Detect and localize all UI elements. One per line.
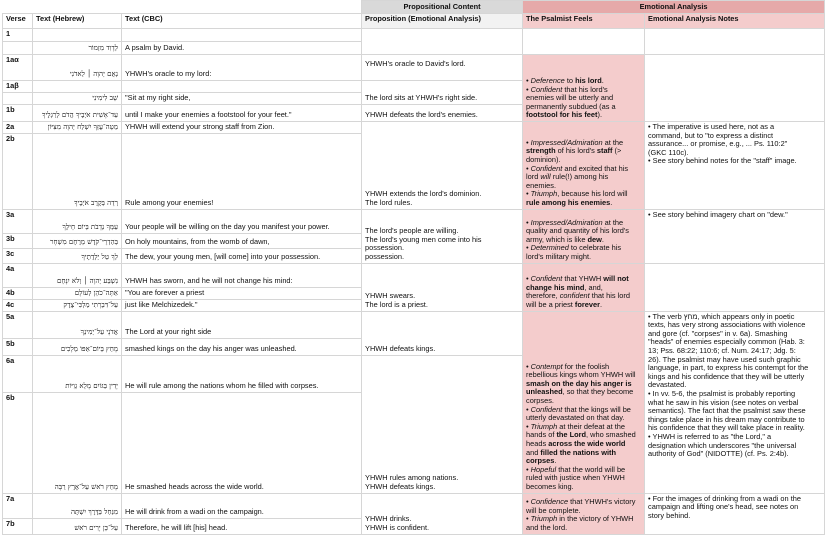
table-row — [3, 311, 825, 338]
col-header-hebrew: Text (Hebrew) — [33, 14, 122, 29]
cbc-cell: "You are forever a priest — [122, 287, 362, 299]
notes-line: command, but to "to express a distinct — [648, 130, 774, 140]
proposition-cell — [362, 311, 523, 355]
feels-line: utterly devastated on that day. — [526, 413, 625, 423]
verse-cell: 3a — [3, 209, 33, 233]
table-row — [3, 55, 825, 81]
verse-cell: 2a — [3, 122, 33, 134]
proposition-line: YHWH rules among nations. — [365, 473, 459, 483]
verse-cell: 4a — [3, 263, 33, 287]
feels-cell — [523, 122, 645, 210]
cbc-cell: YHWH will extend your strong staff from Zion. — [122, 122, 362, 134]
feels-line: • Confident that the kings will be — [526, 404, 631, 414]
proposition-line: YHWH defeats the lord's enemies. — [365, 110, 478, 120]
cbc-cell: Therefore, he will lift [his] head. — [122, 518, 362, 534]
cbc-cell: He will rule among the nations whom he filled with corpses. — [122, 355, 362, 392]
proposition-cell — [362, 55, 523, 81]
emotional-analysis-table — [2, 0, 825, 535]
cbc-cell: The dew, your young men, [will come] into your possession. — [122, 248, 362, 263]
notes-cell — [645, 493, 825, 534]
feels-line: • Contempt for the foolish — [526, 361, 610, 371]
verse-cell: 2b — [3, 133, 33, 209]
feels-line: change his mind, and, — [526, 282, 603, 292]
feels-line: hands of the Lord, who smashed — [526, 430, 636, 440]
hebrew-cell: יָדִין בַּגּוֹיִם מָלֵא גְוִיּוֹת — [33, 355, 122, 392]
feels-line: and the lord. — [526, 523, 568, 532]
proposition-cell — [362, 209, 523, 263]
notes-line: assurance... or promise, e.g., ... Ps. 110:2" — [648, 139, 788, 149]
feels-line: strength of his lord's staff (> — [526, 146, 622, 156]
hebrew-cell: עַד־אָשִׁית אֹיְבֶיךָ הֲדֹם לְרַגְלֶיךָ — [33, 105, 122, 122]
table-row — [3, 263, 825, 287]
feels-line: • Triumph, because his lord will — [526, 189, 628, 199]
hebrew-cell: לְדָוִד מִזְמוֹר — [33, 42, 122, 55]
verse-cell: 5b — [3, 338, 33, 355]
col-header-proposition: Proposition (Emotional Analysis) — [362, 14, 523, 29]
cbc-cell: Your people will be willing on the day you manifest your power. — [122, 209, 362, 233]
verse-cell: 4b — [3, 287, 33, 299]
cbc-cell: A psalm by David. — [122, 42, 362, 55]
feels-line: will be complete. — [526, 505, 581, 515]
hebrew-cell — [33, 81, 122, 93]
verse-cell: 3b — [3, 233, 33, 248]
hebrew-cell: נְאֻם יְהוָה ׀ לַאדֹנִי — [33, 55, 122, 81]
notes-line: "heads" of enemies especially common (Hab. 3: — [648, 337, 805, 347]
proposition-line: YHWH's oracle to David's lord. — [365, 59, 466, 68]
feels-cell — [523, 209, 645, 263]
cbc-cell: "Sit at my right side, — [122, 93, 362, 105]
feels-cell — [523, 263, 645, 311]
col-header-feels: The Psalmist Feels — [523, 14, 645, 29]
table-row — [3, 29, 825, 42]
feels-line: footstool for his feet). — [526, 110, 602, 120]
feels-line: • Confidence that YHWH's victory — [526, 497, 636, 507]
feels-cell — [523, 29, 645, 55]
proposition-cell — [362, 105, 523, 122]
hebrew-cell: לְךָ טַל יַלְדֻתֶיךָ — [33, 248, 122, 263]
notes-line: his confidence that they will take place in reality. — [648, 423, 805, 433]
notes-line: semantics). The fact that the psalmist saw these — [648, 406, 806, 416]
cbc-cell: On holy mountains, from the womb of dawn, — [122, 233, 362, 248]
cbc-cell — [122, 81, 362, 93]
hebrew-cell: שֵׁב לִימִינִי — [33, 93, 122, 105]
feels-cell — [523, 311, 645, 493]
proposition-line: possession. — [365, 252, 405, 261]
table-row — [3, 209, 825, 233]
hebrew-cell: אֲדֹנָי עַל־יְמִינְךָ — [33, 311, 122, 338]
proposition-line: YHWH defeats kings. — [365, 482, 436, 491]
verse-cell: 1aα — [3, 55, 33, 81]
notes-line: texts, has very strong associations with violence — [648, 320, 806, 330]
col-header-cbc: Text (CBC) — [122, 14, 362, 29]
proposition-line: The lord's young men come into his possession. — [365, 234, 482, 253]
table-row — [3, 122, 825, 134]
hebrew-cell: אַתָּה־כֹהֵן לְעוֹלָם — [33, 287, 122, 299]
group-header-spacer — [3, 1, 362, 14]
feels-line: • Triumph at their defeat at the — [526, 421, 626, 431]
notes-line: • The verb מחץ, which appears only in poetic — [648, 311, 795, 321]
notes-line: and gore (cf. "corpses" in v. 6a). Smashing — [648, 328, 788, 338]
feels-line: • Impressed/Admiration at the — [526, 137, 624, 147]
notes-cell — [645, 209, 825, 263]
hebrew-cell: עַל־דִּבְרָתִי מַלְכִּי־צֶדֶק — [33, 299, 122, 311]
feels-line: permanently subdued (as a — [526, 101, 616, 111]
cbc-cell: YHWH has sworn, and he will not change his mind: — [122, 263, 362, 287]
notes-line: • See story behind notes for the "staff" image. — [648, 156, 797, 166]
notes-line: (GKC 110c). — [648, 147, 689, 157]
verse-cell: 7b — [3, 518, 33, 534]
verse-cell: 5a — [3, 311, 33, 338]
proposition-cell — [362, 263, 523, 311]
feels-line: enemies will be utterly and — [526, 93, 614, 103]
proposition-cell — [362, 493, 523, 534]
hebrew-cell: עַל־כֵּן יָרִים רֹאשׁ — [33, 518, 122, 534]
feels-line: army, which is like dew. — [526, 234, 604, 244]
feels-cell — [523, 55, 645, 122]
proposition-line: YHWH drinks. — [365, 514, 412, 524]
hebrew-cell: נִשְׁבַּע יְהוָה ׀ וְלֹא יִנָּחֵם — [33, 263, 122, 287]
hebrew-cell: מָחַץ בְּיוֹם־אַפּוֹ מְלָכִים — [33, 338, 122, 355]
feels-line: ruled with justice when YHWH — [526, 473, 625, 483]
feels-line: • Confident and excited that his — [526, 163, 629, 173]
feels-line: • Confident that YHWH will not — [526, 274, 629, 284]
proposition-line: The lord sits at YHWH's right side. — [365, 93, 478, 103]
hebrew-cell: רְדֵה בְּקֶרֶב אֹיְבֶיךָ — [33, 133, 122, 209]
feels-line: unleashed, so that they become — [526, 387, 634, 397]
feels-line: will be a priest forever. — [526, 300, 603, 309]
notes-line: devastated. — [648, 380, 687, 390]
cbc-cell: He smashed heads across the wide world. — [122, 392, 362, 493]
notes-line: • YHWH is referred to as "the Lord," a — [648, 431, 772, 441]
feels-line: heads across the wide world — [526, 439, 626, 449]
verse-cell: 1 — [3, 29, 33, 42]
notes-line: story behind. — [648, 510, 691, 520]
cbc-cell: just like Melchizedek." — [122, 299, 362, 311]
notes-cell — [645, 29, 825, 55]
feels-line: corpses. — [526, 396, 554, 406]
hebrew-cell: מַטֵּה־עֻזְּךָ יִשְׁלַח יְהוָה מִצִּיּוֹן — [33, 122, 122, 134]
proposition-cell — [362, 122, 523, 210]
feels-line: lord's military might. — [526, 252, 592, 261]
verse-cell: 7a — [3, 493, 33, 518]
feels-line: lord will rule(!) among his — [526, 172, 609, 182]
notes-line: • For the images of drinking from a wadi on the — [648, 493, 801, 503]
proposition-line: The lord is a priest. — [365, 300, 428, 309]
notes-line: campaign and lifting one's head, see notes on — [648, 502, 799, 512]
notes-line: authority of God" (NIDOTTE) (cf. Ps. 2:4b). — [648, 449, 789, 459]
col-header-verse: Verse — [3, 14, 33, 29]
notes-line: 13; Pss. 68:22; 110:6; cf. Num. 24:17; Jdg. 5: — [648, 345, 796, 355]
proposition-line: YHWH defeats kings. — [365, 344, 436, 353]
notes-line: • See story behind imagery chart on "dew." — [648, 209, 788, 219]
proposition-line: YHWH extends the lord's dominion. — [365, 189, 482, 199]
notes-cell — [645, 55, 825, 122]
verse-cell: 4c — [3, 299, 33, 311]
cbc-cell — [122, 29, 362, 42]
verse-cell — [3, 93, 33, 105]
hebrew-cell: מָחַץ רֹאשׁ עַל־אֶרֶץ רַבָּה — [33, 392, 122, 493]
verse-cell: 1aβ — [3, 81, 33, 93]
hebrew-cell: עַמְּךָ נְדָבֹת בְּיוֹם חֵילֶךָ — [33, 209, 122, 233]
hebrew-cell: בְּהַדְרֵי־קֹדֶשׁ מֵרֶחֶם מִשְׁחָר — [33, 233, 122, 248]
feels-line: rebellious kings whom YHWH will — [526, 370, 636, 380]
cbc-cell: YHWH's oracle to my lord: — [122, 55, 362, 81]
feels-line: therefore, confident that his lord — [526, 291, 630, 301]
notes-line: kings and his confidence that they will be utterly — [648, 371, 805, 381]
feels-line: • Hopeful that the world will be — [526, 464, 626, 474]
feels-line: corpses. — [526, 456, 557, 466]
notes-line: things take place in his dream may contribute to — [648, 414, 805, 424]
proposition-cell — [362, 29, 523, 55]
notes-line: 26). The psalmist may have used such graphic — [648, 354, 801, 364]
notes-line: designation which underscores "the universal — [648, 440, 797, 450]
feels-line: dominion). — [526, 155, 561, 165]
hebrew-cell — [33, 29, 122, 42]
proposition-line: The lord rules. — [365, 198, 413, 207]
group-header-emotional: Emotional Analysis — [523, 1, 825, 14]
notes-cell — [645, 311, 825, 493]
feels-line: • Confident that his lord's — [526, 84, 608, 94]
feels-line: rule among his enemies. — [526, 198, 613, 207]
feels-line: • Deference to his lord. — [526, 76, 604, 86]
feels-line: becomes king. — [526, 482, 574, 491]
table-row — [3, 493, 825, 518]
verse-cell: 6b — [3, 392, 33, 493]
proposition-line: YHWH is confident. — [365, 523, 430, 532]
feels-line: enemies. — [526, 180, 557, 190]
feels-line: smash on the day his anger is — [526, 378, 632, 388]
feels-cell — [523, 493, 645, 534]
verse-cell: 1b — [3, 105, 33, 122]
cbc-cell: He will drink from a wadi on the campaign. — [122, 493, 362, 518]
feels-line: quality and quantity of his lord's — [526, 226, 629, 236]
hebrew-cell: מִנַּחַל בַּדֶּרֶךְ יִשְׁתֶּה — [33, 493, 122, 518]
cbc-cell: Rule among your enemies! — [122, 133, 362, 209]
feels-line: • Impressed/Admiration at the — [526, 217, 624, 227]
verse-cell: 6a — [3, 355, 33, 392]
cbc-cell: smashed kings on the day his anger was unleashed. — [122, 338, 362, 355]
group-header-propositional: Propositional Content — [362, 1, 523, 14]
verse-cell: 3c — [3, 248, 33, 263]
proposition-cell — [362, 81, 523, 105]
notes-line: • In vv. 5-6, the psalmist is probably reporting — [648, 388, 796, 398]
proposition-line: The lord's people are willing. — [365, 226, 459, 236]
notes-cell — [645, 263, 825, 311]
feels-line: • Determined to celebrate his — [526, 243, 622, 253]
notes-cell — [645, 122, 825, 210]
notes-line: • The imperative is used here, not as a — [648, 122, 775, 131]
notes-line: language, in part, to express his contempt for the — [648, 363, 809, 373]
proposition-cell — [362, 355, 523, 493]
feels-line: • Triumph in the victory of YHWH — [526, 514, 634, 524]
feels-line: and filled the nations with — [526, 447, 616, 457]
proposition-line: YHWH swears. — [365, 291, 416, 301]
verse-cell — [3, 42, 33, 55]
cbc-cell: until I make your enemies a footstool for your feet." — [122, 105, 362, 122]
col-header-notes: Emotional Analysis Notes — [645, 14, 825, 29]
cbc-cell: The Lord at your right side — [122, 311, 362, 338]
notes-line: what he saw in his vision (see notes on verbal — [648, 397, 799, 407]
